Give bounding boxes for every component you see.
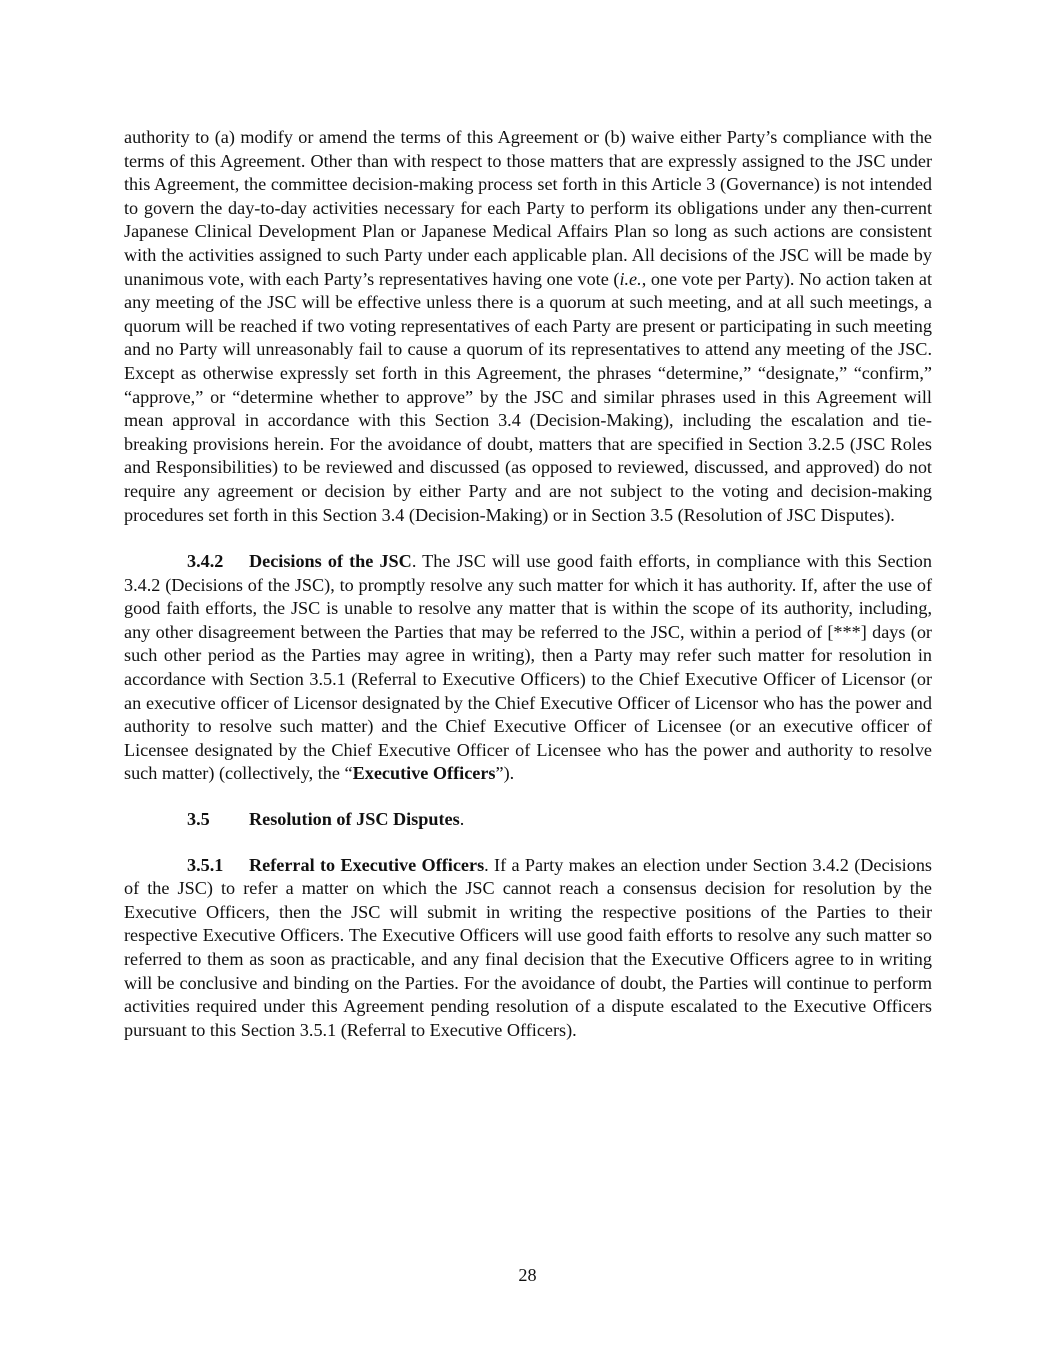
section-3-5-number: 3.5	[187, 809, 210, 830]
section-3-4-2-paragraph	[124, 550, 932, 786]
section-3-5-1-number: 3.5.1	[187, 854, 224, 875]
section-3-5-1-body: . If a Party makes an election under Section 3.4.2 (Decisions of the JSC) to refer a matter on which the JSC cannot reach a consensus decision for resolution by the Executive Officers, then the JSC will submit in writing the respective positions of the Parties to their respective Executive Officers. The Executive Officers will use good faith efforts to resolve any such matter so referred to them as soon as practicable, and any final decision that the Executive Officers agree to in writing will be conclusive and binding on the Parties. For the avoidance of doubt, the Parties will continue to perform activities required under this Agreement pending resolution of a dispute escalated to the Executive Officers pursuant to this Section 3.5.1 (Referral to Executive Officers).	[124, 854, 932, 1040]
section-3-4-2-closing: ”).	[495, 763, 515, 784]
section-3-5-heading	[124, 808, 932, 832]
section-3-4-2-number: 3.4.2	[187, 551, 224, 572]
section-3-5-period: .	[459, 809, 465, 830]
section-3-4-2-title: Decisions of the JSC	[249, 551, 412, 572]
executive-officers-defined-term: Executive Officers	[352, 763, 496, 784]
section-3-5-1-paragraph	[124, 854, 932, 1043]
page-number: 28	[518, 1265, 537, 1285]
continuation-text-2: , one vote per Party). No action taken at any meeting of the JSC will be effective unless there is a quorum at such meeting, and at all such meetings, a quorum will be reached if two voting representatives of each Party are present or participating in such meeting and no Party will unreasonably fail to cause a quorum of its representatives to attend any meeting of the JSC. Except as otherwise expressly set forth in this Agreement, the phrases “determine,” “designate,” “confirm,” “approve,” or “determine whether to approve” by the JSC and similar phrases used in this Agreement will mean approval in accordance with this Section 3.4 (Decision-Making), including the escalation and tie-breaking provisions herein. For the avoidance of doubt, matters that are specified in Section 3.2.5 (JSC Roles and Responsibilities) to be reviewed and discussed (as opposed to reviewed, discussed, and approved) do not require any agreement or decision by either Party and are not subject to the voting and decision-making procedures set forth in this Section 3.4 (Decision-Making) or in Section 3.5 (Resolution of JSC Disputes).	[124, 268, 932, 525]
continuation-text-1: authority to (a) modify or amend the terms of this Agreement or (b) waive either Party’s compliance with the terms of this Agreement. Other than with respect to those matters that are expressly assigned to the JSC under this Agreement, the committee decision-making process set forth in this Article 3 (Governance) is not intended to govern the day-to-day activities necessary for each Party to perform its obligations under any then-current Japanese Clinical Development Plan or Japanese Medical Affairs Plan so long as such actions are consistent with the activities assigned to such Party under each applicable plan. All decisions of the JSC will be made by unanimous vote, with each Party’s representatives having one vote (	[124, 127, 932, 289]
continuation-italic: i.e.	[619, 268, 642, 289]
continuation-paragraph	[124, 126, 932, 527]
section-3-4-2-body: . The JSC will use good faith efforts, in compliance with this Section 3.4.2 (Decisions of the JSC), to promptly resolve any such matter for which it has authority. If, after the use of good faith efforts, the JSC is unable to resolve any matter that is within the scope of its authority, including, any other disagreement between the Parties that may be referred to the JSC, within a period of [***] days (or such other period as the Parties may agree in writing), then a Party may refer such matter for resolution in accordance with Section 3.5.1 (Referral to Executive Officers) to the Chief Executive Officer of Licensor (or an executive officer of Licensor designated by the Chief Executive Officer of Licensor who has the power and authority to resolve such matter) and the Chief Executive Officer of Licensee (or an executive officer of Licensee designated by the Chief Executive Officer of Licensee who has the power and authority to resolve such matter) (collectively, the “	[124, 551, 932, 784]
document-page	[124, 126, 932, 1042]
section-3-5-title: Resolution of JSC Disputes	[249, 809, 460, 830]
section-3-5-1-title: Referral to Executive Officers	[249, 854, 485, 875]
